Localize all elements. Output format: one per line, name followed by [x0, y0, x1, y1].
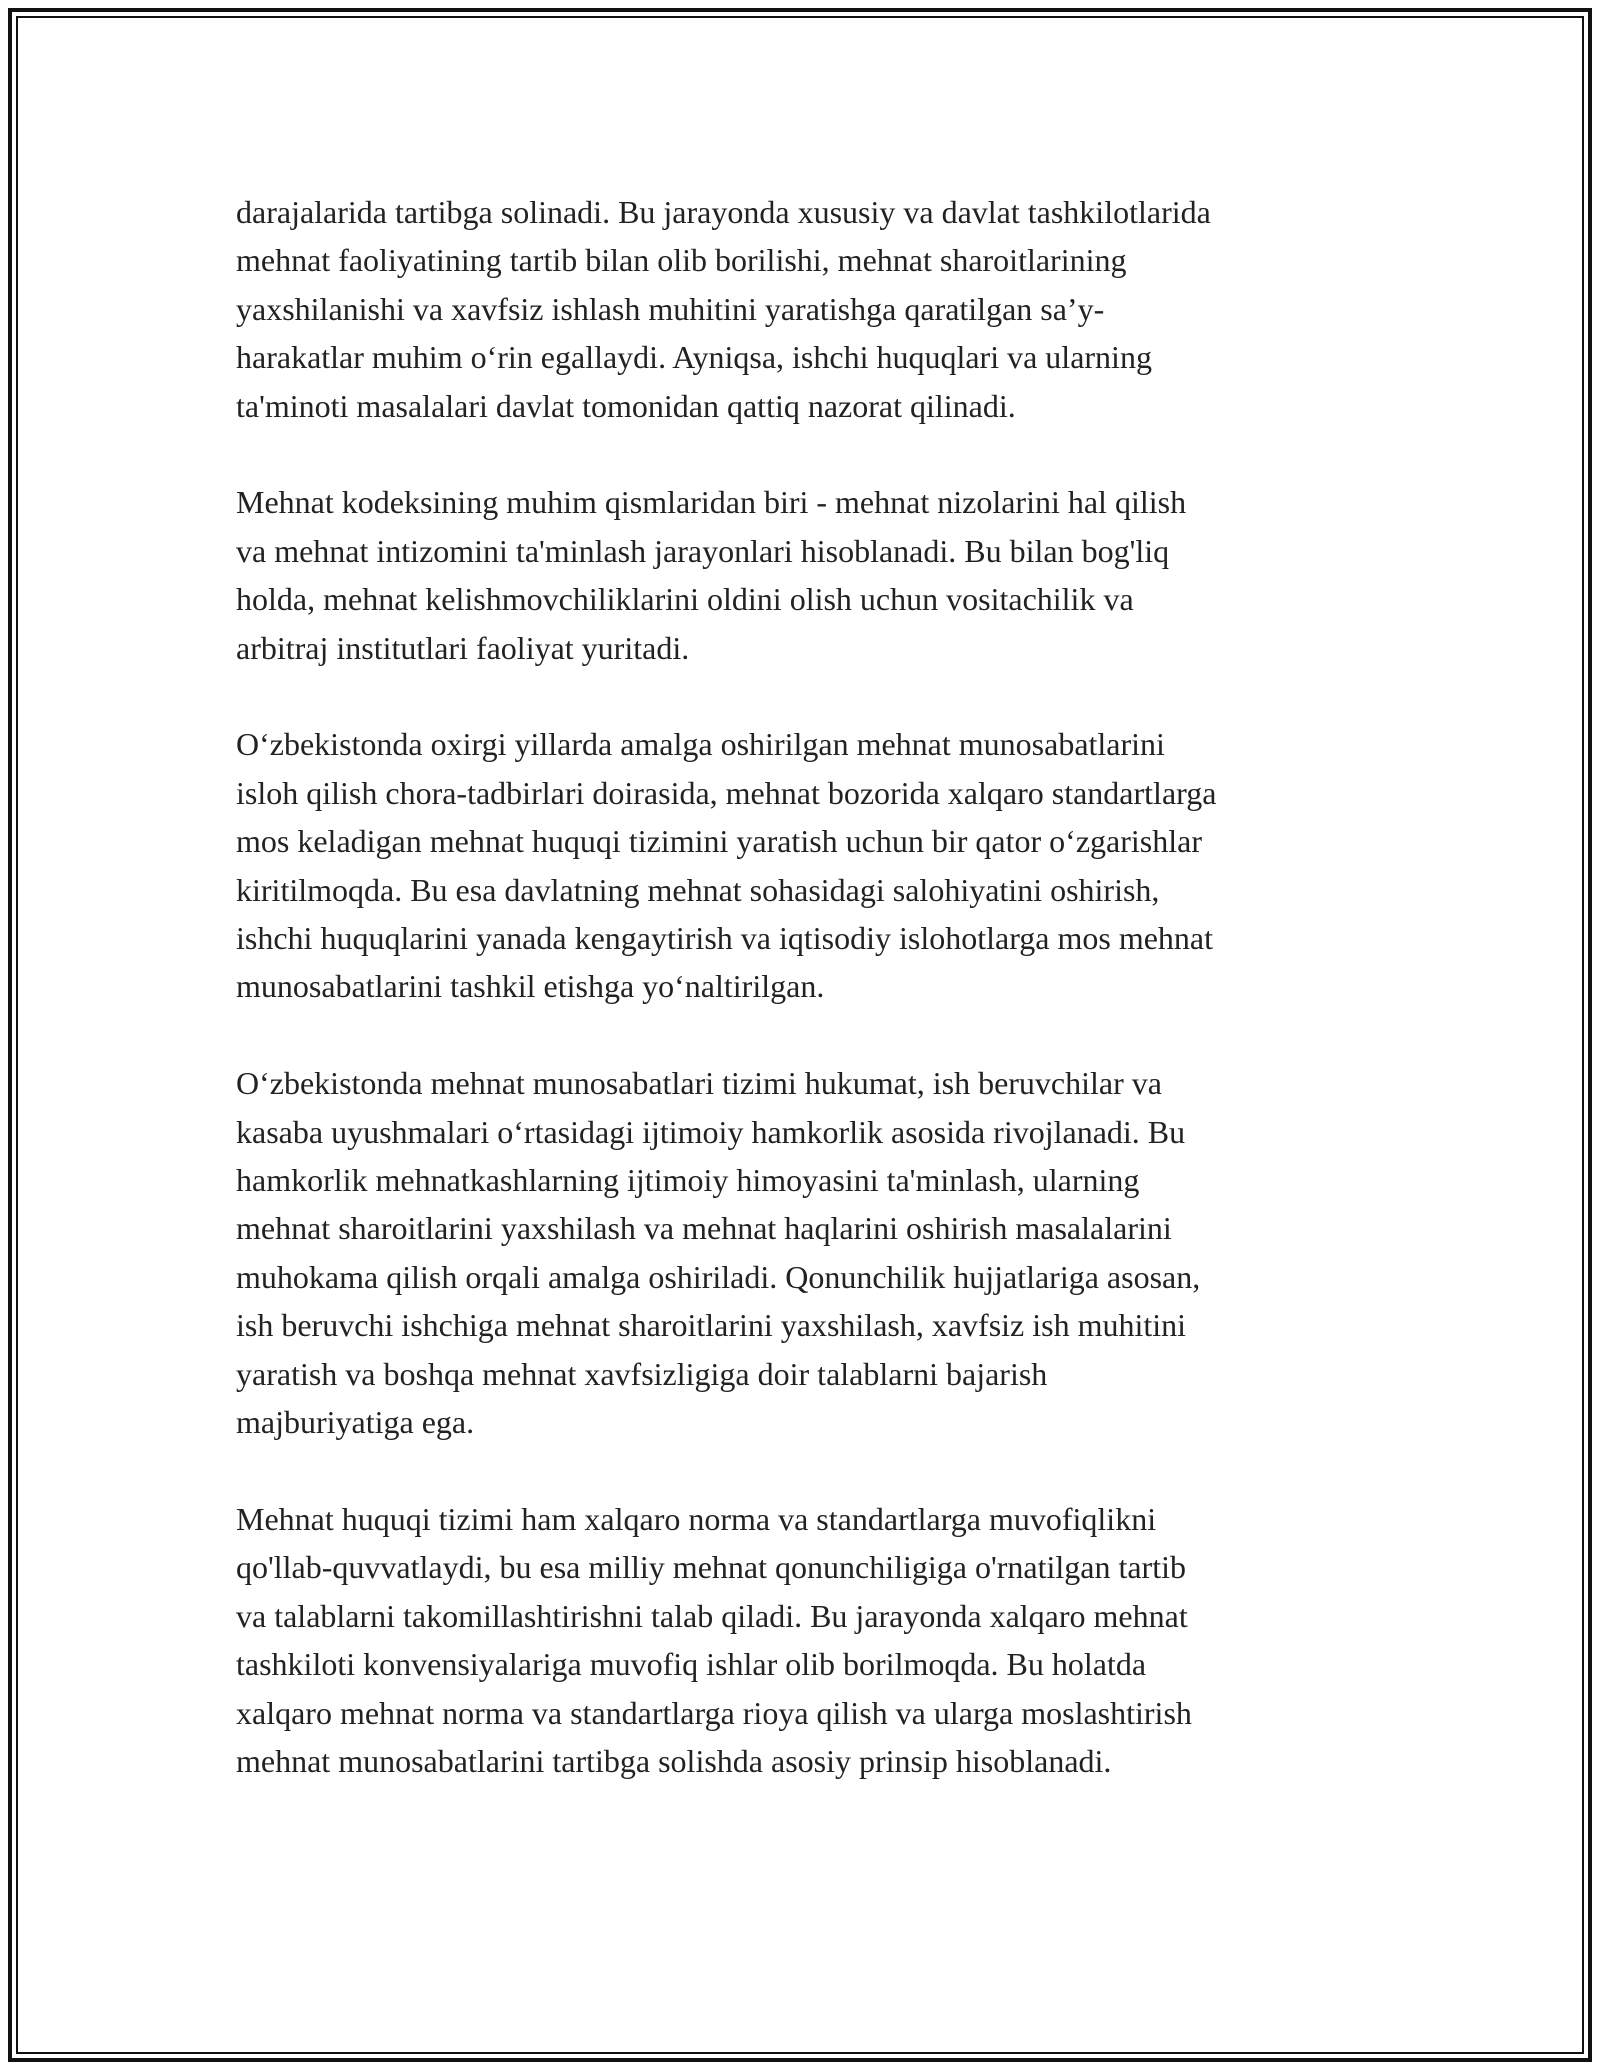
text-line: ishchi huquqlarini yanada kengaytirish va iqtisodiy islohotlarga mos mehnat: [236, 920, 1214, 957]
paragraph-1: [236, 188, 1366, 430]
text-line: mos keladigan mehnat huquqi tizimini yaratish uchun bir qator o‘zgarishlar: [236, 823, 1202, 860]
text-line: mehnat faoliyatining tartib bilan olib borilishi, mehnat sharoitlarining: [236, 242, 1127, 279]
text-line: qo'llab-quvvatlaydi, bu esa milliy mehnat qonunchiligiga o'rnatilgan tartib: [236, 1549, 1186, 1586]
text-line: kiritilmoqda. Bu esa davlatning mehnat sohasidagi salohiyatini oshirish,: [236, 871, 1160, 908]
text-line: O‘zbekistonda mehnat munosabatlari tizimi hukumat, ish beruvchilar va: [236, 1065, 1162, 1102]
text-line: O‘zbekistonda oxirgi yillarda amalga oshirilgan mehnat munosabatlarini: [236, 726, 1165, 763]
text-line: tashkiloti konvensiyalariga muvofiq ishlar olib borilmoqda. Bu holatda: [236, 1646, 1147, 1683]
paragraph-3: [236, 720, 1366, 1010]
text-line: ta'minoti masalalari davlat tomonidan qattiq nazorat qilinadi.: [236, 387, 1016, 424]
text-line: munosabatlarini tashkil etishga yo‘naltirilgan.: [236, 968, 825, 1005]
paragraph-5: [236, 1495, 1366, 1785]
text-line: mehnat sharoitlarini yaxshilash va mehnat haqlarini oshirish masalalarini: [236, 1210, 1172, 1247]
document-body: [236, 188, 1366, 1834]
text-line: mehnat munosabatlarini tartibga solishda asosiy prinsip hisoblanadi.: [236, 1742, 1112, 1779]
text-line: Mehnat huquqi tizimi ham xalqaro norma va standartlarga muvofiqlikni: [236, 1500, 1157, 1537]
text-line: Mehnat kodeksining muhim qismlaridan biri - mehnat nizolarini hal qilish: [236, 484, 1187, 521]
text-line: xalqaro mehnat norma va standartlarga rioya qilish va ularga moslashtirish: [236, 1694, 1192, 1731]
text-line: yaratish va boshqa mehnat xavfsizligiga doir talablarni bajarish: [236, 1355, 1048, 1392]
text-line: yaxshilanishi va xavfsiz ishlash muhitini yaratishga qaratilgan sa’y-: [236, 290, 1105, 327]
text-line: va mehnat intizomini ta'minlash jarayonlari hisoblanadi. Bu bilan bog'liq: [236, 532, 1170, 569]
text-line: kasaba uyushmalari o‘rtasidagi ijtimoiy hamkorlik asosida rivojlanadi. Bu: [236, 1113, 1186, 1150]
text-line: harakatlar muhim o‘rin egallaydi. Ayniqsa, ishchi huquqlari va ularning: [236, 339, 1152, 376]
paragraph-2: [236, 478, 1366, 672]
text-line: muhokama qilish orqali amalga oshiriladi. Qonunchilik hujjatlariga asosan,: [236, 1258, 1201, 1295]
text-line: ish beruvchi ishchiga mehnat sharoitlarini yaxshilash, xavfsiz ish muhitini: [236, 1307, 1187, 1344]
text-line: darajalarida tartibga solinadi. Bu jarayonda xususiy va davlat tashkilotlarida: [236, 194, 1211, 230]
text-line: majburiyatiga ega.: [236, 1404, 475, 1441]
text-line: va talablarni takomillashtirishni talab qiladi. Bu jarayonda xalqaro mehnat: [236, 1597, 1188, 1634]
text-line: holda, mehnat kelishmovchiliklarini oldini olish uchun vositachilik va: [236, 581, 1134, 618]
text-line: arbitraj institutlari faoliyat yuritadi.: [236, 629, 690, 666]
text-line: hamkorlik mehnatkashlarning ijtimoiy himoyasini ta'minlash, ularning: [236, 1162, 1140, 1199]
paragraph-4: [236, 1059, 1366, 1446]
text-line: isloh qilish chora-tadbirlari doirasida, mehnat bozorida xalqaro standartlarga: [236, 774, 1217, 811]
